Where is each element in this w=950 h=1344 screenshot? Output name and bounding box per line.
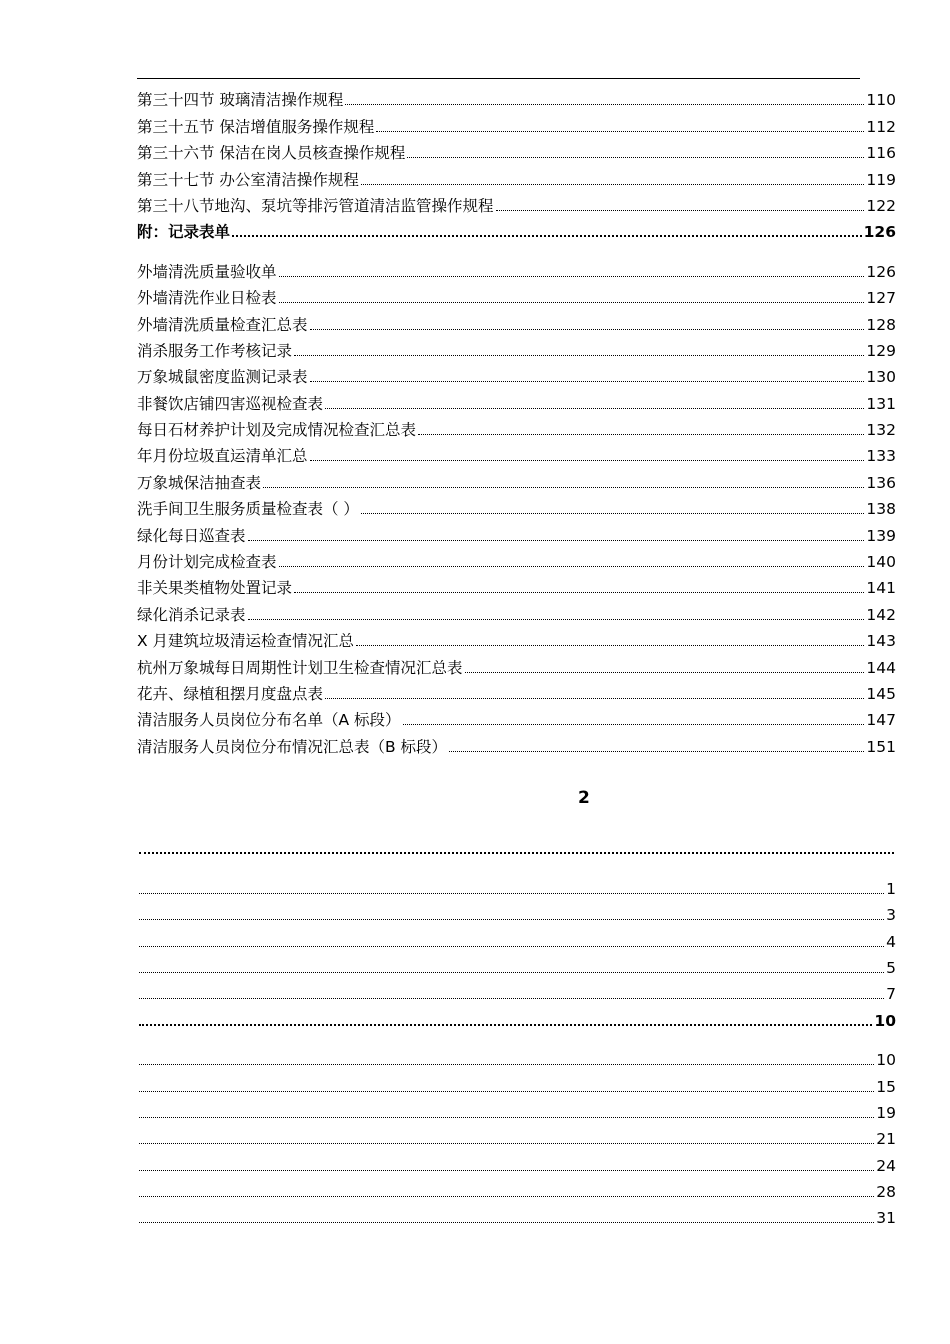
toc-title: 万象城鼠密度监测记录表 (137, 368, 308, 387)
dot-leader (310, 460, 865, 461)
toc-title: 非关果类植物处置记录 (137, 579, 293, 598)
toc-page: 132 (866, 421, 896, 440)
toc-row[interactable] (137, 1201, 896, 1227)
dot-leader (325, 698, 864, 699)
toc-title: 第三十五节 保洁增值服务操作规程 (137, 117, 375, 136)
dot-leader (232, 235, 862, 237)
dot-leader (496, 210, 865, 211)
toc-page: 126 (863, 223, 896, 242)
dot-leader (139, 893, 884, 894)
toc-page: 130 (866, 368, 896, 387)
toc-page: 7 (886, 985, 896, 1004)
toc-title: 外墙清洗作业日检表 (137, 289, 277, 308)
toc-page: 143 (866, 632, 896, 651)
toc-page: 133 (866, 447, 896, 466)
toc-row[interactable] (137, 677, 896, 703)
toc-row[interactable] (137, 1069, 896, 1095)
toc-group-a (137, 871, 896, 1003)
dot-leader (294, 592, 864, 593)
toc-page: 112 (866, 117, 896, 136)
toc-row[interactable] (137, 624, 896, 650)
toc-page: 128 (866, 315, 896, 334)
toc-row[interactable] (137, 386, 896, 412)
toc-title: 洗手间卫生服务质量检查表（ ） (137, 500, 359, 519)
toc-row-header[interactable] (137, 832, 896, 858)
toc-title: 年月份垃圾直运清单汇总 (137, 447, 308, 466)
toc-page: 122 (866, 196, 896, 215)
toc-section-1 (137, 83, 896, 756)
toc-row[interactable] (137, 83, 896, 109)
toc-row[interactable] (137, 492, 896, 518)
toc-page: 139 (866, 526, 896, 545)
toc-title: 第三十七节 办公室清洁操作规程 (137, 170, 359, 189)
dot-leader (361, 513, 864, 514)
toc-title: 第三十六节 保洁在岗人员核查操作规程 (137, 144, 406, 163)
toc-page: 138 (866, 500, 896, 519)
toc-row[interactable] (137, 189, 896, 215)
toc-title: 月份计划完成检查表 (137, 553, 277, 572)
toc-page: 116 (866, 144, 896, 163)
dot-leader (403, 724, 865, 725)
toc-title: 外墙清洗质量检查汇总表 (137, 315, 308, 334)
toc-title: 万象城保洁抽查表 (137, 473, 262, 492)
toc-row[interactable] (137, 898, 896, 924)
toc-row[interactable] (137, 924, 896, 950)
toc-page: 136 (866, 473, 896, 492)
dot-leader (139, 1143, 874, 1144)
toc-page: 4 (886, 932, 896, 951)
dot-leader (139, 1222, 874, 1223)
toc-row[interactable] (137, 136, 896, 162)
toc-page: 144 (866, 658, 896, 677)
dot-leader (139, 1117, 874, 1118)
toc-page: 19 (876, 1103, 896, 1122)
toc-page: 10 (876, 1051, 896, 1070)
toc-page: 145 (866, 684, 896, 703)
toc-row[interactable] (137, 1148, 896, 1174)
dot-leader (139, 852, 894, 854)
toc-group-forms (137, 254, 896, 755)
toc-title: 清洁服务人员岗位分布名单（A 标段） (137, 711, 401, 730)
dot-leader (139, 1064, 874, 1065)
dot-leader (139, 919, 884, 920)
toc-row[interactable] (137, 334, 896, 360)
toc-row[interactable] (137, 650, 896, 676)
toc-row[interactable] (137, 465, 896, 491)
toc-row[interactable] (137, 109, 896, 135)
toc-row[interactable] (137, 281, 896, 307)
toc-row[interactable] (137, 1096, 896, 1122)
toc-title: 附：记录表单 (137, 223, 231, 242)
toc-page: 140 (866, 553, 896, 572)
toc-row[interactable] (137, 413, 896, 439)
dot-leader (139, 946, 884, 947)
dot-leader (345, 104, 864, 105)
toc-page: 119 (866, 170, 896, 189)
dot-leader (418, 434, 864, 435)
dot-leader (294, 355, 864, 356)
toc-page: 126 (866, 262, 896, 281)
toc-page: 31 (876, 1209, 896, 1228)
toc-row[interactable] (137, 1122, 896, 1148)
toc-page: 131 (866, 394, 896, 413)
toc-row[interactable] (137, 254, 896, 280)
toc-row[interactable] (137, 977, 896, 1003)
toc-row[interactable] (137, 162, 896, 188)
toc-row[interactable] (137, 518, 896, 544)
toc-page: 151 (866, 737, 896, 756)
toc-page: 3 (886, 906, 896, 925)
dot-leader (139, 998, 884, 999)
toc-page: 5 (886, 958, 896, 977)
toc-title: 第三十四节 玻璃清洁操作规程 (137, 91, 344, 110)
toc-section-2 (137, 832, 896, 1227)
toc-row[interactable] (137, 571, 896, 597)
toc-title: 第三十八节地沟、泵坑等排污管道清洁监管操作规程 (137, 196, 494, 215)
toc-title: 非餐饮店铺四害巡视检查表 (137, 394, 324, 413)
dot-leader (279, 302, 865, 303)
toc-row[interactable] (137, 1175, 896, 1201)
toc-title: 花卉、绿植租摆月度盘点表 (137, 684, 324, 703)
header-rule (137, 78, 860, 79)
toc-title: 绿化消杀记录表 (137, 605, 246, 624)
dot-leader (325, 408, 864, 409)
toc-page: 110 (866, 91, 896, 110)
toc-row[interactable] (137, 439, 896, 465)
toc-row[interactable] (137, 597, 896, 623)
toc-page: 28 (876, 1183, 896, 1202)
toc-page: 142 (866, 605, 896, 624)
toc-title: 外墙清洗质量验收单 (137, 262, 277, 281)
toc-title: X 月建筑垃圾清运检查情况汇总 (137, 632, 355, 651)
toc-page: 141 (866, 579, 896, 598)
toc-row[interactable] (137, 1043, 896, 1069)
toc-title: 清洁服务人员岗位分布情况汇总表（B 标段） (137, 737, 448, 756)
dot-leader (248, 540, 865, 541)
page-number: 2 (578, 788, 590, 808)
dot-leader (407, 157, 864, 158)
toc-row[interactable] (137, 307, 896, 333)
toc-page: 1 (886, 879, 896, 898)
dot-leader (248, 619, 865, 620)
dot-leader (449, 751, 864, 752)
toc-page: 21 (876, 1130, 896, 1149)
toc-group-b (137, 1043, 896, 1228)
toc-title: 杭州万象城每日周期性计划卫生检查情况汇总表 (137, 658, 463, 677)
toc-row[interactable] (137, 703, 896, 729)
toc-title: 绿化每日巡查表 (137, 526, 246, 545)
dot-leader (139, 1196, 874, 1197)
toc-page: 24 (876, 1156, 896, 1175)
dot-leader (465, 672, 865, 673)
dot-leader (361, 184, 864, 185)
dot-leader (310, 329, 865, 330)
dot-leader (139, 1091, 874, 1092)
toc-row[interactable] (137, 951, 896, 977)
dot-leader (356, 645, 864, 646)
toc-row[interactable] (137, 360, 896, 386)
toc-row[interactable] (137, 729, 896, 755)
toc-row[interactable] (137, 871, 896, 897)
dot-leader (263, 487, 864, 488)
toc-group-chapters (137, 83, 896, 215)
dot-leader (139, 1024, 872, 1026)
toc-page: 10 (874, 1011, 896, 1030)
toc-row-appendix[interactable] (137, 215, 896, 241)
toc-row-bold[interactable] (137, 1003, 896, 1029)
dot-leader (376, 131, 864, 132)
dot-leader (279, 566, 865, 567)
dot-leader (139, 1170, 874, 1171)
dot-leader (279, 276, 865, 277)
toc-page: 129 (866, 341, 896, 360)
toc-row[interactable] (137, 545, 896, 571)
toc-page: 15 (876, 1077, 896, 1096)
toc-page: 127 (866, 289, 896, 308)
toc-page: 147 (866, 711, 896, 730)
dot-leader (310, 381, 865, 382)
toc-title: 消杀服务工作考核记录 (137, 341, 293, 360)
dot-leader (139, 972, 884, 973)
toc-title: 每日石材养护计划及完成情况检查汇总表 (137, 421, 417, 440)
